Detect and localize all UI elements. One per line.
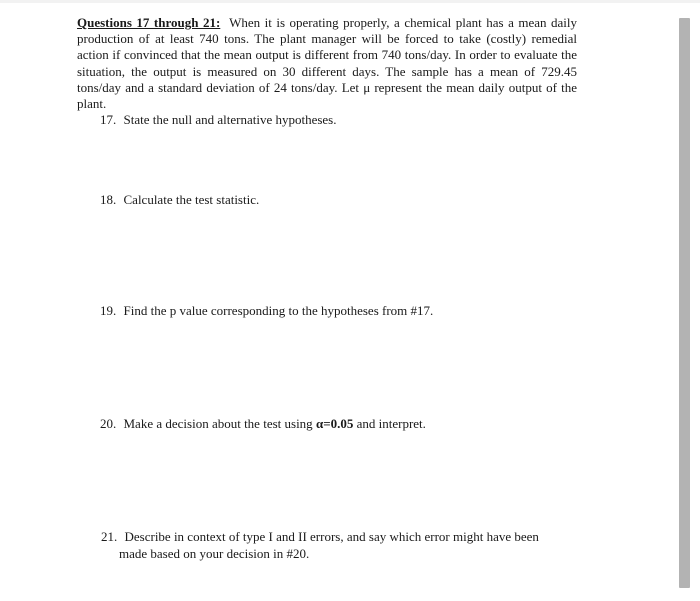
question-20-text-before: Make a decision about the test using [123, 416, 313, 431]
question-17-number: 17. [100, 112, 117, 127]
question-20-text-after: and interpret. [356, 416, 426, 431]
question-21 [101, 528, 571, 562]
question-19-number: 19. [100, 303, 117, 318]
questions-range-heading: Questions 17 through 21: [77, 15, 221, 30]
question-20 [100, 415, 570, 432]
question-18 [100, 191, 570, 208]
question-21-line-1: Describe in context of type I and II errors, and say which error might have been [124, 529, 539, 544]
question-18-number: 18. [100, 192, 117, 207]
question-17-text: State the null and alternative hypotheses. [123, 112, 337, 127]
question-17 [100, 111, 570, 128]
question-19 [100, 302, 570, 319]
question-21-line-2: made based on your decision in #20. [119, 546, 310, 561]
question-20-number: 20. [100, 416, 117, 431]
problem-intro [77, 15, 577, 112]
vertical-scrollbar[interactable] [679, 18, 690, 588]
question-19-text: Find the p value corresponding to the hypotheses from #17. [123, 303, 434, 318]
question-21-number: 21. [101, 529, 118, 544]
significance-level: α=0.05 [315, 416, 354, 431]
question-18-text: Calculate the test statistic. [123, 192, 260, 207]
page-top-edge [0, 0, 700, 3]
problem-description: When it is operating properly, a chemical plant has a mean daily production of at least 740 tons. The plant manager will be forced to take (costly) remedial action if convinced that the mean output is different from 740 tons/day. In order to evaluate the situation, the output is measured on 30 different days. The sample has a mean of 729.45 tons/day and a standard deviation of 24 tons/day. Let μ represent the mean daily output of the plant. [77, 15, 577, 112]
